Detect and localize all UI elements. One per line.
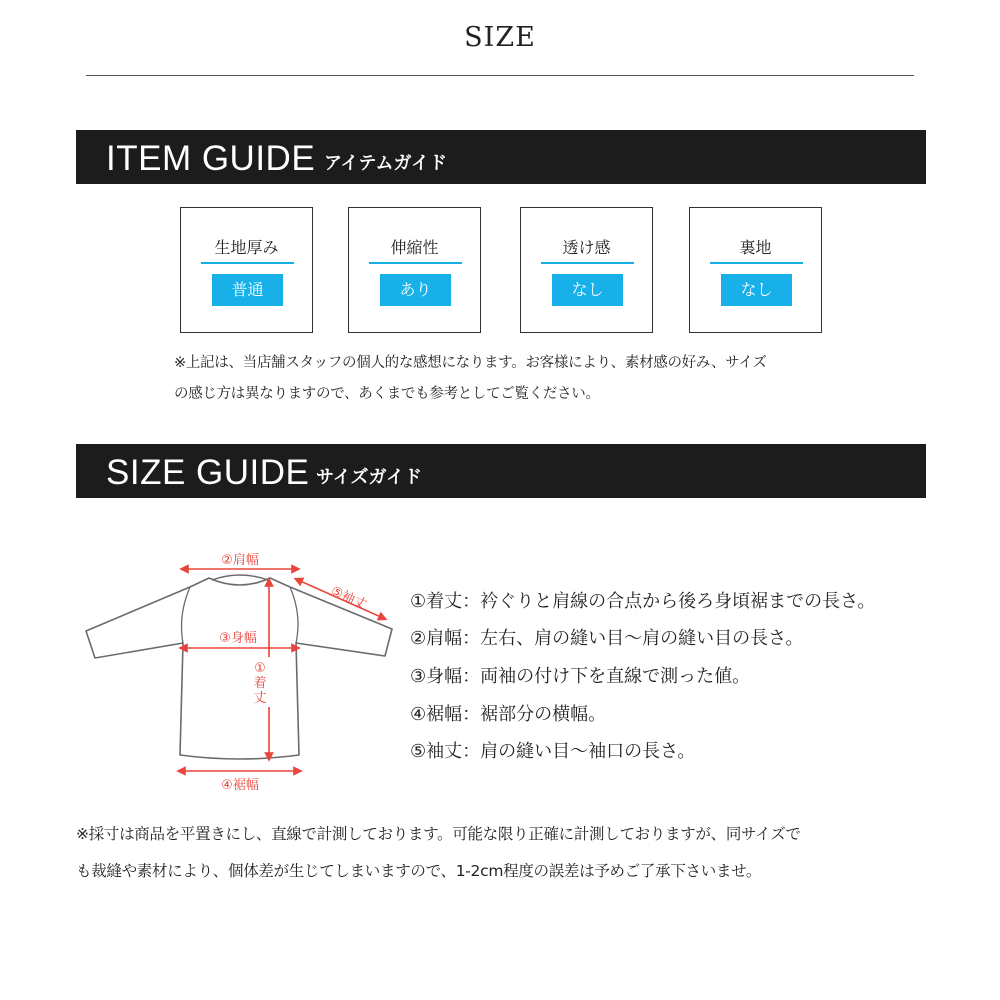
length-label-number: ① (254, 661, 266, 676)
card-value-badge: なし (721, 274, 792, 306)
card-label: 伸縮性 (390, 238, 439, 257)
sleeve-label: ⑤袖丈 (328, 583, 369, 613)
item-guide-title: ITEM GUIDE (106, 139, 316, 178)
page-title: SIZE (464, 22, 536, 53)
size-guide-title: SIZE GUIDE (106, 453, 310, 492)
size-guide-note-line-1: ※採寸は商品を平置きにし、直線で計測しております。可能な限り正確に計測しておりますが、同サイズで (76, 825, 801, 843)
card-value-badge: あり (380, 274, 451, 306)
shoulder-label: ②肩幅 (221, 553, 259, 568)
definition-sleeve: ⑤袖丈：肩の縫い目～袖口の長さ。 (410, 741, 696, 762)
card-value-badge: 普通 (212, 274, 283, 306)
card-label: 生地厚み (214, 238, 279, 257)
item-guide-note-line-1: ※上記は、当店舗スタッフの個人的な感想になります。お客様により、素材感の好み、サイズ (174, 355, 767, 371)
card-label: 裏地 (739, 238, 772, 257)
definition-shoulder: ②肩幅：左右、肩の縫い目～肩の縫い目の長さ。 (410, 628, 804, 649)
item-guide-subtitle: アイテムガイド (324, 153, 447, 174)
size-guide-subtitle: サイズガイド (316, 467, 423, 488)
definition-body: ③身幅：両袖の付け下を直線で測った値。 (410, 666, 751, 687)
body-label: ③身幅 (219, 631, 257, 646)
definition-hem: ④裾幅：裾部分の横幅。 (410, 704, 607, 725)
shirt-collar (212, 575, 268, 580)
length-label-char-2: 丈 (253, 691, 267, 706)
hem-label: ④裾幅 (221, 778, 259, 793)
card-value-badge: なし (552, 274, 623, 306)
size-guide-note-line-2: も裁縫や素材により、個体差が生じてしまいますので、1-2cm程度の誤差は予めご了承下さいませ。 (76, 862, 762, 880)
card-label: 透け感 (562, 238, 611, 257)
length-label-char-1: 着 (253, 676, 267, 691)
definition-length: ①着丈：衿ぐりと肩線の合点から後ろ身頃裾までの長さ。 (410, 591, 876, 612)
item-guide-note-line-2: の感じ方は異なりますので、あくまでも参考としてご覧ください。 (174, 386, 600, 402)
